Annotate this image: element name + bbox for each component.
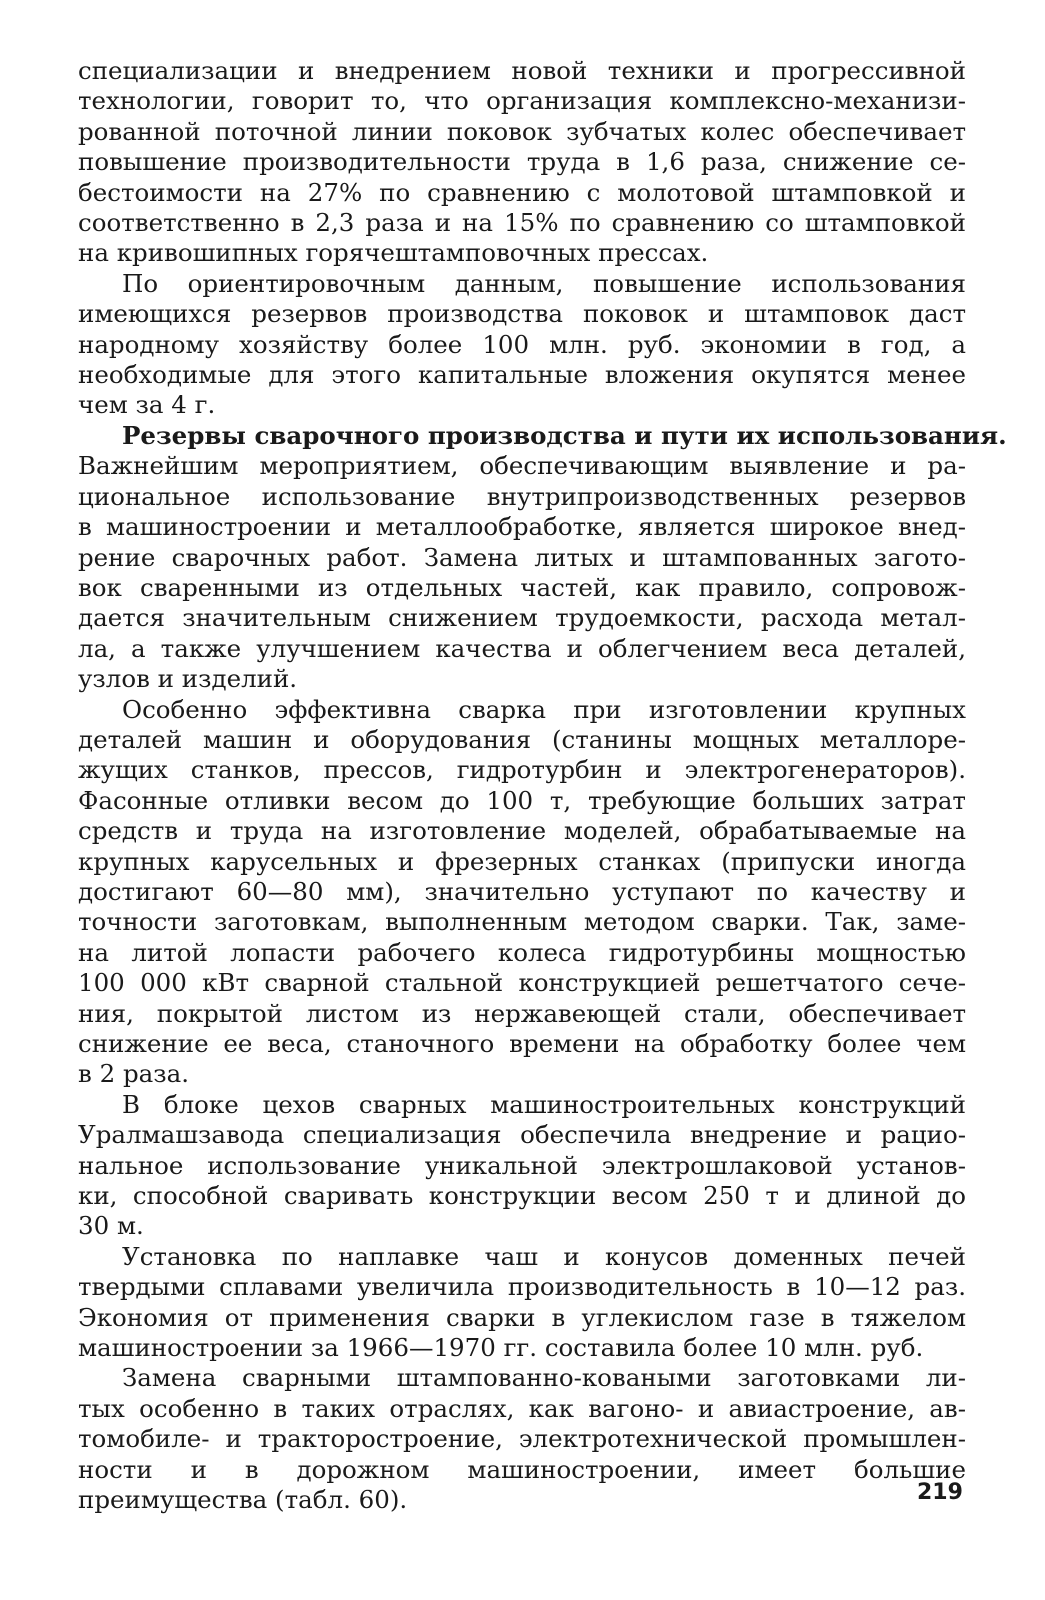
section-heading: Резервы сварочного производства и пути их использования. <box>122 420 1007 450</box>
text-line: ла, а также улучшением качества и облегчением веса деталей, <box>78 633 966 663</box>
section-heading-line <box>78 420 1007 451</box>
paragraph-3 <box>78 420 1007 695</box>
text-line: снижение ее веса, станочного времени на обработку более чем <box>78 1029 966 1058</box>
text-line: ния, покрытой листом из нержавеющей стали, обеспечивает <box>78 998 966 1028</box>
text-line: циональное использование внутрипроизводственных резервов <box>78 481 966 511</box>
text-line: томобиле- и тракторостроение, электротехнической промышлен- <box>78 1424 966 1454</box>
text-line: тых особенно в таких отраслях, как вагоно- и авиастроение, ав- <box>78 1393 966 1423</box>
text-line: жущих станков, прессов, гидротурбин и электрогенераторов). <box>78 755 966 785</box>
text-line: рение сварочных работ. Замена литых и штампованных загото- <box>78 542 966 572</box>
text-line: в машиностроении и металлообработке, является широкое внед- <box>78 512 966 542</box>
text-line: преимущества (табл. 60). <box>78 1485 408 1515</box>
text-line: дается значительным снижением трудоемкости, расхода метал- <box>78 603 966 633</box>
text-line: на литой лопасти рабочего колеса гидротурбины мощностью <box>78 937 966 967</box>
text-line: чем за 4 г. <box>78 390 216 420</box>
text-line: Особенно эффективна сварка при изготовлении крупных <box>122 694 966 724</box>
text-line: Установка по наплавке чаш и конусов доменных печей <box>122 1241 966 1271</box>
paragraph-2 <box>78 269 966 421</box>
text-line: узлов и изделий. <box>78 664 298 694</box>
text-line: рованной поточной линии поковок зубчатых колес обеспечивает <box>78 116 966 146</box>
text-line: Фасонные отливки весом до 100 т, требующие больших затрат <box>78 785 966 815</box>
page-body <box>78 56 1007 1516</box>
page-number: 219 <box>917 1480 963 1505</box>
text-line: технологии, говорит то, что организация комплексно-механизи- <box>78 86 966 116</box>
text-line: 30 м. <box>78 1211 144 1241</box>
paragraph-4 <box>78 695 966 1090</box>
text-line: в 2 раза. <box>78 1059 190 1089</box>
paragraph-5 <box>78 1090 966 1242</box>
text-line: Замена сварными штампованно-коваными заготовками ли- <box>122 1363 966 1393</box>
paragraph-6 <box>78 1242 966 1364</box>
text-line: машиностроении за 1966—1970 гг. составила более 10 млн. руб. <box>78 1333 924 1363</box>
text-line: на кривошипных горячештамповочных прессах. <box>78 238 709 268</box>
text-line: твердыми сплавами увеличила производительность в 10—12 раз. <box>78 1272 966 1302</box>
text-line: достигают 60—80 мм), значительно уступают по качеству и <box>78 876 966 906</box>
text-line: точности заготовкам, выполненным методом сварки. Так, заме- <box>78 907 966 937</box>
text-line: Уралмашзавода специализация обеспечила внедрение и рацио- <box>78 1120 966 1150</box>
text-line: ности и в дорожном машиностроении, имеет большие <box>78 1454 966 1484</box>
text-line: имеющихся резервов производства поковок и штамповок даст <box>78 299 966 329</box>
text-line: деталей машин и оборудования (станины мощных металлоре- <box>78 724 966 754</box>
text-line: повышение производительности труда в 1,6 раза, снижение се- <box>78 147 966 177</box>
text-line: 100 000 кВт сварной стальной конструкцией решетчатого сече- <box>78 968 966 998</box>
text-line: Важнейшим мероприятием, обеспечивающим выявление и ра- <box>78 451 966 481</box>
text-line: ки, способной сваривать конструкции весом 250 т и длиной до <box>78 1181 966 1211</box>
text-line: необходимые для этого капитальные вложения окупятся менее <box>78 360 966 390</box>
text-line: специализации и внедрением новой техники и прогрессивной <box>78 56 966 85</box>
text-line: народному хозяйству более 100 млн. руб. экономии в год, а <box>78 329 966 359</box>
text-line: Экономия от применения сварки в углекислом газе в тяжелом <box>78 1302 966 1332</box>
paragraph-7 <box>78 1363 966 1515</box>
text-line: вок сваренными из отдельных частей, как правило, сопровож- <box>78 572 966 602</box>
paragraph-1 <box>78 56 966 269</box>
text-line: В блоке цехов сварных машиностроительных конструкций <box>122 1089 966 1119</box>
text-line: средств и труда на изготовление моделей, обрабатываемые на <box>78 816 966 846</box>
text-line: По ориентировочным данным, повышение использования <box>122 268 966 298</box>
text-line: крупных карусельных и фрезерных станках (припуски иногда <box>78 846 966 876</box>
text-line: соответственно в 2,3 раза и на 15% по сравнению со штамповкой <box>78 208 966 238</box>
text-line: нальное использование уникальной электрошлаковой установ- <box>78 1150 966 1180</box>
text-line: бестоимости на 27% по сравнению с молотовой штамповкой и <box>78 177 966 207</box>
